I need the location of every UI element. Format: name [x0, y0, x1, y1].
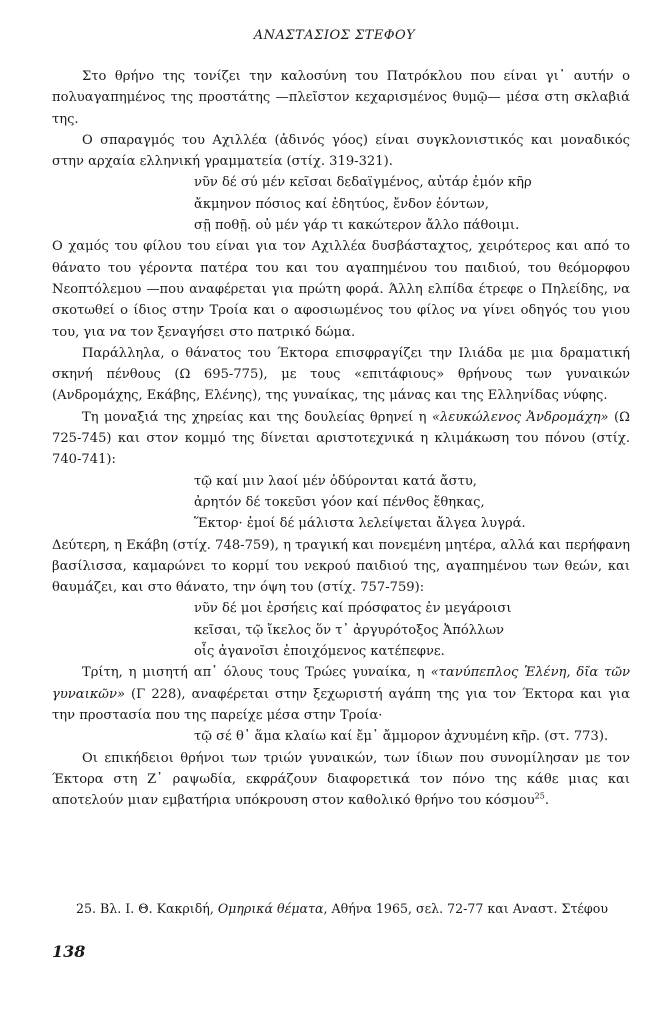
verse-line: νῦν δέ μοι ἑρσήεις καί πρόσφατος ἐν μεγάροισι: [194, 601, 512, 617]
text-span: 25. Βλ. Ι. Θ. Κακριδή,: [76, 901, 218, 916]
verse-line: τῷ σέ θ᾽ ἅμα κλαίω καί ἔμ᾽ ἄμμορον ἀχνυμένη κῆρ. (στ. 773).: [194, 729, 609, 745]
verse-line: κεῖσαι, τῷ ἴκελος ὅν τ᾽ ἀργυρότοξος Ἀπόλλων: [194, 622, 504, 638]
paragraph-1: Στο θρήνο της τονίζει την καλοσύνη του Πατρόκλου που είναι γι᾽ αυτήν ο πολυαγαπημένος της προστάτης —πλεῖστον κεχαρισμένος θυμῷ— μέσα στη σκλαβιά της.: [52, 69, 630, 127]
paragraph-7: [52, 662, 630, 726]
footnote: [52, 900, 630, 918]
italic-quote: «λευκώλενος Ἀνδρομάχη»: [432, 409, 609, 425]
verse-block-1: [194, 172, 630, 236]
paragraph-4: Παράλληλα, ο θάνατος του Έκτορα επισφραγίζει την Ιλιάδα με μια δραματική σκηνή πένθους (Ω 695-775), με τους «επιτάφιους» θρήνους των γυναικών (Ανδρομάχης, Εκάβης, Ελένης), της γυναίκας, της μάνας και της Ελληνίδας νύφης.: [52, 345, 630, 404]
running-head: ΑΝΑΣΤΑΣΙΟΣ ΣΤΕΦΟΥ: [253, 28, 416, 43]
paragraph-3: Ο χαμός του φίλου του είναι για τον Αχιλλέα δυσβάσταχτος, χειρότερος και από το θάνατο του γέροντα πατέρα του και του αγαπημένου του παιδιού, του θεόμορφου Νεοπτόλεμου —που αναφέρεται για πρώτη φορά. Άλλη ελπίδα έτρεφε ο Πηλείδης, να σκοτωθεί ο ίδιος στην Τροία και ο αφοσιωμένος του φίλος να γίνει οδηγός του γιου του, για να τον ξεναγήσει στο πατρικό δώμα.: [52, 239, 630, 340]
italic-quote: «τανύπεπλος Ἑλένη, δῖα τῶν γυναικῶν»: [52, 665, 630, 702]
footnote-ref: 25: [534, 791, 545, 801]
main-text: [52, 66, 630, 811]
text-span: (Γ 228), αναφέρεται στην ξεχωριστή αγάπη της για τον Έκτορα και για την προστασία που της παρείχε μέσα στην Τροία·: [52, 686, 630, 723]
text-span: (Ω 725-745) και στον κομμό της δίνεται αριστοτεχνικά η κλιμάκωση του πόνου (στίχ. 740-741):: [52, 409, 630, 468]
verse-block-2: [194, 471, 630, 535]
verse-line: σῇ ποθῇ. οὐ μέν γάρ τι κακώτερον ἄλλο πάθοιμι.: [194, 218, 520, 234]
verse-line: Ἕκτορ· ἐμοί δέ μάλιστα λελείψεται ἄλγεα λυγρά.: [194, 516, 526, 532]
paragraph-2: Ο σπαραγμός του Αχιλλέα (ἀδινός γόος) είναι συγκλονιστικός και μοναδικός στην αρχαία ελληνική γραμματεία (στίχ. 319-321).: [52, 132, 630, 170]
verse-line: νῦν δέ σύ μέν κεῖσαι δεδαϊγμένος, αὐτάρ ἐμόν κῆρ: [194, 175, 532, 191]
verse-line: οἷς ἀγανοῖσι ἐποιχόμενος κατέπεφνε.: [194, 644, 445, 660]
text-span: , Αθήνα 1965, σελ. 72-77 και Αναστ. Στέφου: [323, 901, 608, 916]
page-number: 138: [52, 942, 86, 961]
verse-line: ἀρητόν δέ τοκεῦσι γόον καί πένθος ἔθηκας,: [194, 494, 485, 510]
paragraph-6: Δεύτερη, η Εκάβη (στίχ. 748-759), η τραγική και πονεμένη μητέρα, αλλά και περήφανη βασίλισσα, καμαρώνει το κορμί του νεκρού παιδιού της, αγαπημένου των θεών, και θαυμάζει, και στο θάνατο, την όψη του (στίχ. 757-759):: [52, 537, 630, 596]
text-span: Οι επικήδειοι θρήνοι των τριών γυναικών, των ίδιων που συνομίλησαν με τον Έκτορα στη Ζ᾽ ραψωδία, εκφράζουν διαφορετικά τον πόνο της κάθε μιας και αποτελούν μιαν εμβατήρια υπόκρουση στον καθολικό θρήνο του κόσμου: [52, 750, 630, 809]
verse-block-4: [194, 726, 630, 747]
text-span: Τη μοναξιά της χηρείας και της δουλείας θρηνεί η: [82, 409, 432, 425]
verse-line: ἄκμηνον πόσιος καί ἐδητύος, ἔνδον ἐόντων,: [194, 196, 489, 212]
verse-line: τῷ καί μιν λαοί μέν ὀδύρονται κατά ἄστυ,: [194, 473, 477, 489]
paragraph-8: Οι επικήδειοι θρήνοι των τριών γυναικών, των ίδιων που συνομίλησαν με τον Έκτορα στη Ζ᾽ ραψωδία, εκφράζουν διαφορετικά τον πόνο της κάθε μιας και αποτελούν μιαν εμβατήρια υπόκρουση στον καθολικό θρήνο του κόσμου$^{25}$.: [52, 750, 630, 809]
text-span: Τρίτη, η μισητή απ᾽ όλους τους Τρώες γυναίκα, η: [82, 665, 431, 681]
paragraph-5: [52, 407, 630, 471]
verse-block-3: [194, 598, 630, 662]
italic-title: Ομηρικά θέματα: [217, 901, 324, 916]
